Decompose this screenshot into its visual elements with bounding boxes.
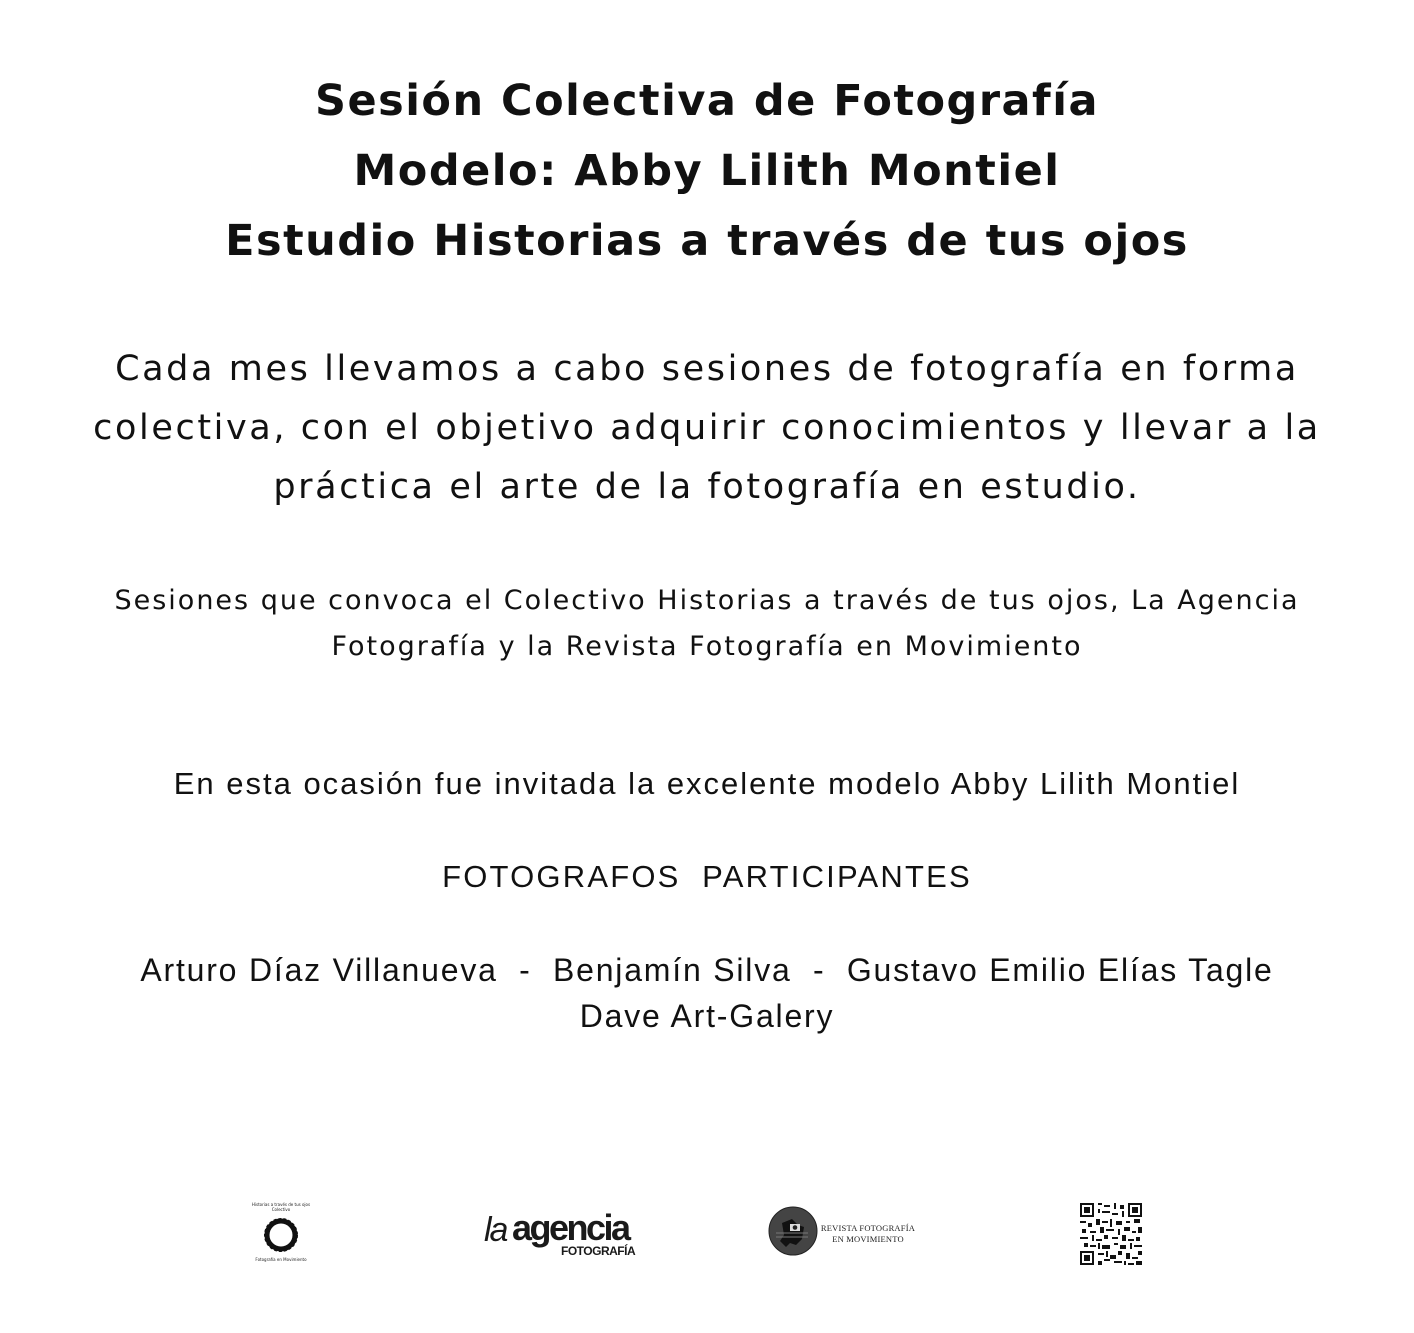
qr-code-icon [1078, 1201, 1144, 1267]
photographers-line-1: Arturo Díaz Villanueva - Benjamín Silva - Gustavo Emilio Elías Tagle [140, 952, 1274, 988]
revista-logo-line2: EN MOVIMIENTO [832, 1234, 904, 1244]
convoca-paragraph [60, 578, 1354, 670]
page-title [0, 66, 1414, 276]
la-agencia-logo-la: la [484, 1211, 507, 1249]
title-line-2: Modelo: Abby Lilith Montiel [353, 146, 1061, 196]
revista-logo-line1: REVISTA FOTOGRAFÍA [820, 1223, 916, 1233]
camera-person-icon [768, 1205, 818, 1257]
la-agencia-logo [482, 1207, 636, 1258]
photographers-heading: FOTOGRAFOS PARTICIPANTES [442, 859, 972, 894]
ink-circle-icon [262, 1216, 300, 1254]
la-agencia-logo-sub: FOTOGRAFÍA [561, 1244, 636, 1258]
intro-paragraph [60, 340, 1354, 517]
convoca-line-1: Sesiones que convoca el Colectivo Historias a través de tus ojos, La Agencia [114, 585, 1300, 616]
revista-logo [768, 1205, 918, 1259]
invite-text: En esta ocasión fue invitada la excelente modelo Abby Lilith Montiel [173, 766, 1241, 801]
intro-line-2: colectiva, con el objetivo adquirir conocimientos y llevar a la [93, 408, 1321, 448]
qr-code-graphic [1078, 1201, 1144, 1267]
colectivo-logo-top-text: Historias a través de tus ojos Colectivo [251, 1202, 311, 1212]
colectivo-logo-bottom-text: Fotografía en Movimiento [255, 1257, 307, 1262]
photographers-line-2: Dave Art-Galery [579, 998, 835, 1034]
intro-line-1: Cada mes llevamos a cabo sesiones de fotografía en forma [115, 349, 1299, 389]
intro-line-3: práctica el arte de la fotografía en estudio. [273, 467, 1141, 507]
colectivo-logo [245, 1200, 317, 1266]
title-line-1: Sesión Colectiva de Fotografía [314, 76, 1100, 126]
convoca-line-2: Fotografía y la Revista Fotografía en Movimiento [331, 631, 1083, 662]
la-agencia-logo-agencia: agencia [512, 1207, 629, 1248]
photographers-list [0, 947, 1414, 1039]
title-line-3: Estudio Historias a través de tus ojos [225, 216, 1189, 266]
